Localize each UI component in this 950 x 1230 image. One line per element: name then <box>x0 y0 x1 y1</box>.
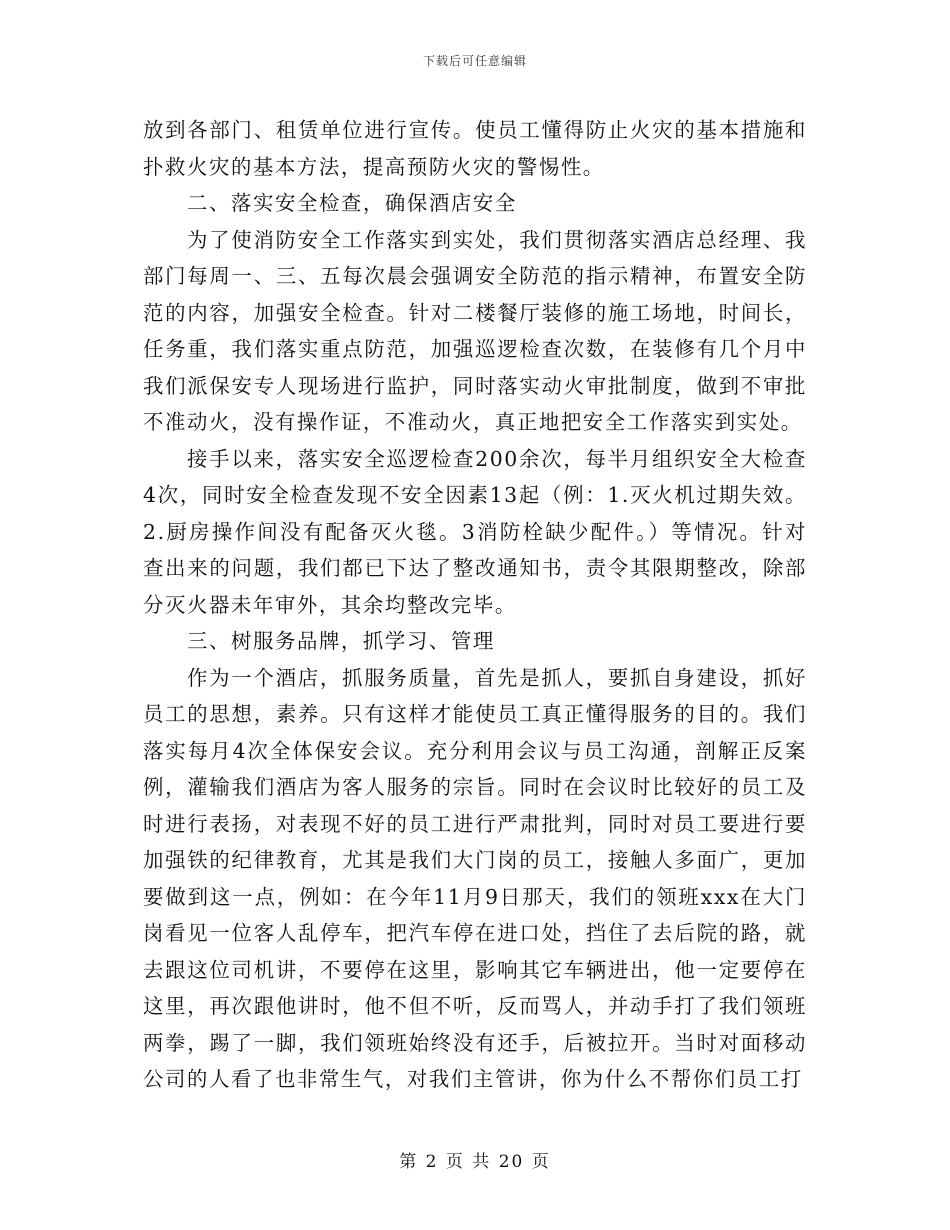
page-number-label: 第 2 页 共 20 页 <box>399 1152 551 1172</box>
page-header-note: 下载后可任意编辑 <box>422 54 527 68</box>
page-number-footer <box>0 1147 950 1172</box>
paragraph-patrol-statistics: 接手以来，落实安全巡逻检查200余次，每半月组织安全大检查4次，同时安全检查发现不安全因素13起（例：1.灭火机过期失效。2.厨房操作间没有配备灭火毯。3消防栓缺少配件。）等情况。针对查出来的问题，我们都已下达了整改通知书，责令其限期整改，除部分灭火器未年审外，其余均整改完毕。 <box>143 446 807 617</box>
document-body <box>143 112 807 1098</box>
paragraph-service-quality: 作为一个酒店，抓服务质量，首先是抓人，要抓自身建设，抓好员工的思想，素养。只有这样才能使员工真正懂得服务的目的。我们落实每月4次全体保安会议。充分利用会议与员工沟通，剖解正反案例，灌输我们酒店为客人服务的宗旨。同时在会议时比较好的员工及时进行表扬，对表现不好的员工进行严肃批判，同时对员工要进行要加强铁的纪律教育，尤其是我们大门岗的员工，接触人多面广，更加要做到这一点，例如：在今年11月9日那天，我们的领班xxx在大门岗看见一位客人乱停车，把汽车停在进口处，挡住了去后院的路，就去跟这位司机讲，不要停在这里，影响其它车辆进出，他一定要停在这里，再次跟他讲时，他不但不听，反而骂人，并动手打了我们领班两拳，踢了一脚，我们领班始终没有还手，后被拉开。当时对面移动公司的人看了也非常生气，对我们主管讲，你为什么不帮你们员工打 <box>143 665 807 1091</box>
paragraph-continuation: 放到各部门、租赁单位进行宣传。使员工懂得防止火灾的基本措施和扑救火灾的基本方法，提高预防火灾的警惕性。 <box>143 118 807 179</box>
paragraph-fire-safety-work: 为了使消防安全工作落实到实处，我们贯彻落实酒店总经理、我部门每周一、三、五每次晨会强调安全防范的指示精神，布置安全防范的内容，加强安全检查。针对二楼餐厅装修的施工场地，时间长，任务重，我们落实重点防范，加强巡逻检查次数，在装修有几个月中我们派保安专人现场进行监护，同时落实动火审批制度，做到不审批不准动火，没有操作证，不准动火，真正地把安全工作落实到实处。 <box>143 227 807 434</box>
section-heading-safety-inspection: 二、落实安全检查，确保酒店安全 <box>187 191 517 215</box>
section-heading-service-brand: 三、树服务品牌，抓学习、管理 <box>187 629 495 653</box>
